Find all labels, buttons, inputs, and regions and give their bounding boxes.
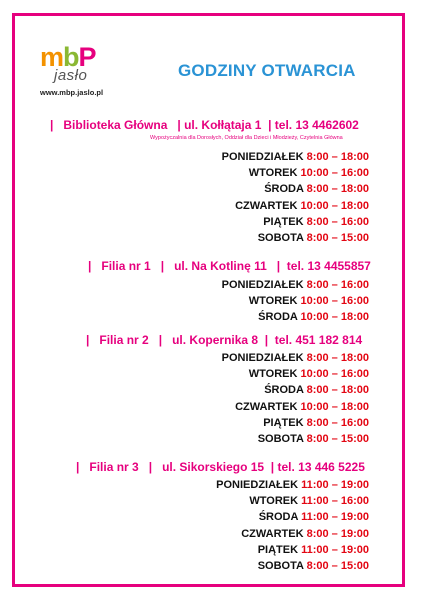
hours-row: ŚRODA 8:00 – 18:00 (264, 384, 369, 397)
hours-row: WTOREK 10:00 – 16:00 (248, 295, 369, 308)
hours-list-filia-2 (222, 350, 369, 447)
logo-jaslo: jasło (54, 67, 88, 84)
branch-heading-filia-2: | Filia nr 2 | ul. Kopernika 8 | tel. 451 182 814 (86, 333, 363, 347)
hours-row: ŚRODA 11:00 – 19:00 (258, 511, 369, 524)
hours-row: CZWARTEK 10:00 – 18:00 (235, 199, 369, 212)
website-url[interactable]: www.mbp.jaslo.pl (40, 88, 104, 97)
hours-row: SOBOTA 8:00 – 15:00 (257, 433, 369, 446)
hours-row: PONIEDZIAŁEK 8:00 – 16:00 (221, 279, 369, 291)
hours-list-filia-3 (216, 477, 369, 574)
logo-mark: mbP (40, 42, 96, 72)
branch-heading-main: | Biblioteka Główna | ul. Kołłątaja 1 | tel. 13 4462602 (50, 118, 359, 132)
branch-subtitle-main: Wypożyczalnia dla Dorosłych, Oddział dla Dzieci i Młodzieży, Czytelnia Główna (150, 135, 343, 141)
branch-heading-filia-1: | Filia nr 1 | ul. Na Kotlinę 11 | tel. 13 4455857 (88, 259, 371, 273)
hours-row: SOBOTA 8:00 – 15:00 (257, 560, 369, 573)
hours-row: WTOREK 11:00 – 16:00 (249, 495, 369, 508)
hours-list-main (222, 149, 369, 246)
hours-row: WTOREK 10:00 – 16:00 (248, 368, 369, 381)
hours-row: ŚRODA 10:00 – 18:00 (258, 311, 369, 324)
hours-row: WTOREK 10:00 – 16:00 (248, 167, 369, 180)
hours-row: PIĄTEK 8:00 – 16:00 (263, 215, 369, 228)
hours-row: PONIEDZIAŁEK 11:00 – 19:00 (216, 479, 369, 491)
hours-list-filia-1 (222, 277, 369, 326)
hours-row: PONIEDZIAŁEK 8:00 – 18:00 (221, 352, 369, 364)
hours-row: CZWARTEK 8:00 – 19:00 (241, 527, 369, 540)
branch-heading-filia-3: | Filia nr 3 | ul. Sikorskiego 15 | tel. 13 446 5225 (76, 460, 365, 474)
hours-row: SOBOTA 8:00 – 15:00 (257, 232, 369, 245)
hours-row: PONIEDZIAŁEK 8:00 – 18:00 (221, 151, 369, 163)
page-title: GODZINY OTWARCIA (178, 61, 356, 80)
hours-row: PIĄTEK 8:00 – 16:00 (263, 416, 369, 429)
hours-row: ŚRODA 8:00 – 18:00 (264, 183, 369, 196)
hours-row: CZWARTEK 10:00 – 18:00 (235, 400, 369, 413)
hours-row: PIĄTEK 11:00 – 19:00 (257, 543, 369, 556)
